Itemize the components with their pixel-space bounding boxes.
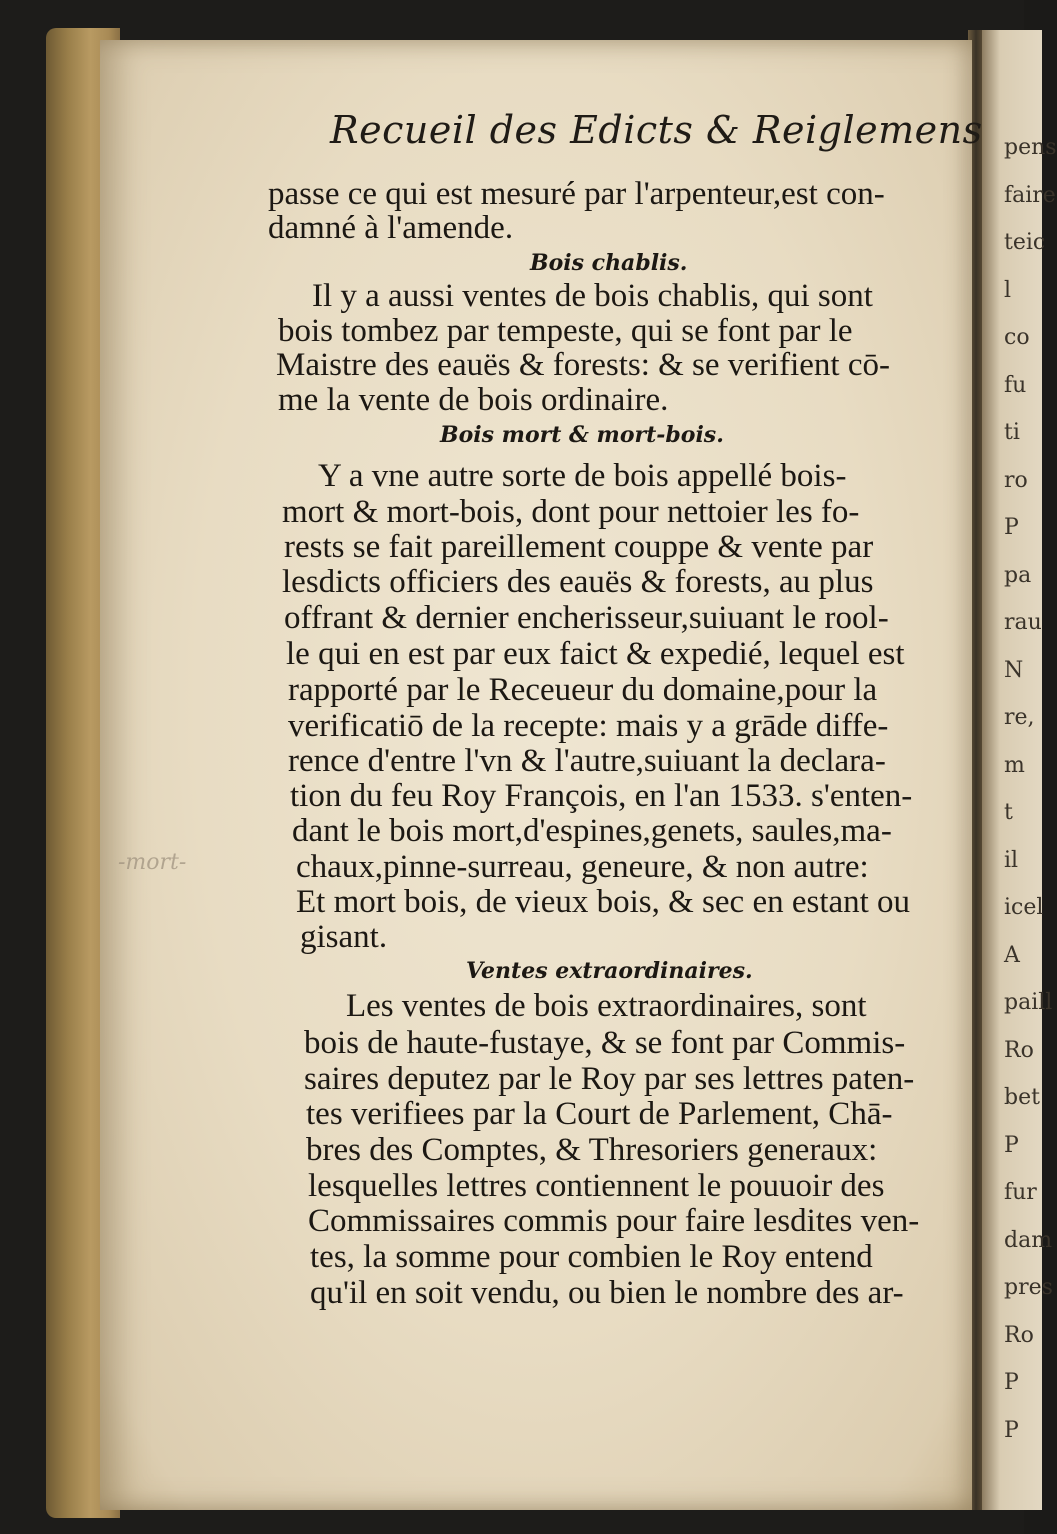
text-line: dant le bois mort,d'espines,genets, saules,ma- [292,813,892,849]
text-line: offrant & dernier encherisseur,suiuant le rool- [284,600,889,636]
text-line: rests se fait pareillement couppe & vente par [284,529,874,565]
facing-page-fragment-text: P [1004,1417,1019,1443]
text-line: Maistre des eauës & forests: & se verifient cō- [276,347,890,383]
text-line: lesdicts officiers des eauës & forests, au plus [282,564,874,600]
facing-page-fragment-text: A [1004,942,1020,968]
text-line: passe ce qui est mesuré par l'arpenteur,est con- [268,176,885,212]
text-line: le qui en est par eux faict & expedié, lequel est [286,636,905,672]
text-line: tes verifiees par la Court de Parlement, Chā- [306,1096,893,1132]
facing-page-fragment-text: P [1004,1132,1019,1158]
text-line: Commissaires commis pour faire lesdites ven- [308,1203,920,1239]
text-line: bois tombez par tempeste, qui se font par le [278,313,853,349]
text-line: Les ventes de bois extraordinaires, sont [346,988,867,1024]
facing-page-fragment-text: P [1004,515,1019,540]
facing-page-fragment-text: teic [1004,230,1046,255]
section-heading: Ventes extraordinaires. [466,958,753,984]
facing-page-fragment-text: t [1004,800,1013,825]
facing-page-fragment-text: il [1004,847,1019,873]
facing-page-fragment-text: dam [1004,1227,1053,1253]
facing-page-fragment-text: N [1004,657,1024,683]
section-heading: Bois mort & mort-bois. [440,422,724,448]
text-line: chaux,pinne-surreau, geneure, & non autre: [296,849,869,885]
text-line: rapporté par le Receueur du domaine,pour la [288,672,878,708]
facing-page-fragment-text: icel [1004,895,1044,920]
text-line: lesquelles lettres contiennent le pouuoir des [308,1168,885,1204]
text-line: tion du feu Roy François, en l'an 1533. s'enten- [290,778,913,814]
text-line: bres des Comptes, & Thresoriers generaux: [306,1132,878,1168]
facing-page-fragment-text: pa [1004,562,1032,588]
facing-page-fragment-text: m [1004,752,1025,778]
facing-page-fragment-text: Ro [1004,1037,1034,1063]
text-line: saires deputez par le Roy par ses lettres paten- [304,1061,915,1097]
facing-page-fragment-text: ro [1004,467,1028,493]
text-line: rence d'entre l'vn & l'autre,suiuant la declara- [288,743,886,779]
facing-page-fragment-text: ti [1004,420,1020,445]
text-line: qu'il en soit vendu, ou bien le nombre des ar- [310,1275,904,1311]
text-line: me la vente de bois ordinaire. [278,382,669,418]
section-heading: Bois chablis. [530,250,688,276]
facing-page-fragment-text: P [1004,1370,1019,1395]
text-line: Il y a aussi ventes de bois chablis, qui sont [312,278,873,314]
facing-page-fragment-text: re, [1004,705,1035,730]
text-line: tes, la somme pour combien le Roy entend [310,1239,873,1275]
text-line: mort & mort-bois, dont pour nettoier les fo- [282,494,860,530]
text-line: damné à l'amende. [268,210,514,246]
text-line: Y a vne autre sorte de bois appellé bois- [318,458,847,494]
facing-page-fragment-text: Ro [1004,1322,1034,1348]
facing-page-fragment-text: fur [1004,1180,1037,1205]
facing-page-fragment-text: pres [1004,1275,1053,1300]
facing-page-fragment-text: rau [1004,610,1042,635]
running-title: Recueil des Edicts & Reiglemens [330,108,983,152]
text-line: bois de haute-fustaye, & se font par Commis- [304,1025,906,1061]
facing-page-fragment-text: bet [1004,1085,1040,1110]
facing-page-fragment-text: l [1004,277,1012,303]
text-line: verificatiō de la recepte: mais y a grāde diffe- [288,708,889,744]
text-line: Et mort bois, de vieux bois, & sec en estant ou [296,884,911,920]
facing-page-fragment-text: co [1004,325,1030,350]
facing-page-fragment [982,30,1057,1510]
facing-page-fragment-text: faire [1004,182,1056,208]
text-line: gisant. [300,919,388,955]
facing-page-fragment-text: pens [1004,135,1057,160]
faint-margin-annotation: -mort- [118,850,187,875]
facing-page-fragment-text: paill [1004,990,1053,1015]
facing-page-fragment-text: fu [1004,372,1027,398]
